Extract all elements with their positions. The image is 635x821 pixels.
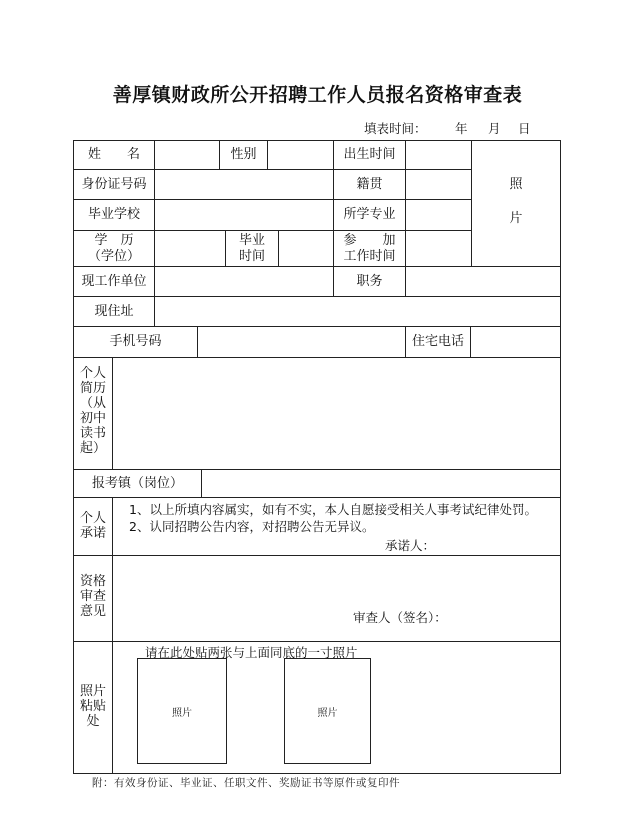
resume-label	[74, 366, 112, 456]
pledge-line-2: 2、认同招聘公告内容，对招聘公告无异议。	[129, 519, 375, 534]
photo-paste-label	[74, 684, 112, 729]
name-label: 姓 名	[87, 147, 140, 162]
mobile-label: 手机号码	[109, 334, 162, 349]
row-line	[73, 357, 561, 358]
resume-label-line: 初中	[79, 411, 106, 426]
photo-box-1-label: 照片	[172, 707, 192, 719]
current-unit-label: 现工作单位	[81, 273, 147, 289]
col-line	[470, 326, 471, 357]
apply-position-label: 报考镇（岗位）	[91, 475, 183, 491]
row-line	[73, 641, 561, 642]
work-start-label-line1: 参 加	[343, 232, 396, 248]
education-label	[74, 231, 154, 266]
col-line	[154, 140, 155, 326]
school-label: 毕业学校	[87, 207, 140, 222]
fill-date-year: 年	[455, 121, 468, 136]
reviewer-signature: 审查人（签名）：	[353, 610, 447, 625]
major-label: 所学专业	[343, 207, 396, 222]
review-label-line: 意见	[79, 604, 106, 619]
pledge-line-1: 1、以上所填内容属实，如有不实，本人自愿接受相关人事考试纪律处罚。	[129, 502, 537, 517]
pledge-label-line: 承诺	[79, 526, 106, 541]
photo-box-2	[284, 658, 371, 764]
review-label	[74, 574, 112, 619]
fill-date-day: 日	[518, 121, 531, 136]
review-label-line: 资格	[79, 574, 106, 589]
pledge-signer: 承诺人：	[385, 538, 436, 553]
grad-time-label-line2: 时间	[238, 248, 265, 264]
row-line	[73, 555, 561, 556]
grad-time-label-line1: 毕业	[238, 232, 265, 248]
gender-label: 性别	[230, 147, 257, 162]
photo-paste-note: 请在此处贴两张与上面同底的一寸照片	[145, 645, 358, 660]
address-label: 现住址	[94, 303, 134, 319]
pledge-label-line: 个人	[79, 511, 106, 526]
fill-date-label: 填表时间：	[364, 121, 427, 136]
row-line	[73, 497, 561, 498]
grad-time-label	[226, 231, 278, 266]
col-line	[197, 326, 198, 357]
home-phone-label: 住宅电话	[411, 334, 464, 349]
photo-label-1: 照	[509, 177, 523, 192]
position-label: 职务	[356, 273, 383, 289]
col-line	[112, 357, 113, 469]
work-start-label-line2: 工作时间	[343, 248, 396, 264]
pledge-text	[129, 501, 557, 535]
col-line	[278, 230, 279, 266]
photo-box-1	[137, 658, 227, 764]
review-label-line: 审查	[79, 589, 106, 604]
photo-label-2: 片	[509, 211, 523, 226]
resume-label-line: 个人	[79, 366, 106, 381]
native-place-label: 籍贯	[356, 176, 383, 192]
fill-date-month: 月	[488, 121, 501, 136]
work-start-label	[334, 231, 405, 266]
photo-paste-label-line: 处	[86, 714, 100, 729]
col-line	[471, 140, 472, 266]
birth-label: 出生时间	[343, 147, 396, 162]
table-border-right	[560, 140, 561, 774]
resume-label-line: 简历	[79, 381, 106, 396]
photo-paste-label-line: 粘贴	[79, 699, 106, 714]
col-line	[405, 140, 406, 296]
resume-label-line: 起）	[79, 441, 106, 456]
col-line	[112, 497, 113, 774]
table-border-bottom	[73, 773, 561, 774]
id-number-label: 身份证号码	[81, 176, 147, 192]
resume-label-line: 读书	[79, 426, 106, 441]
photo-paste-label-line: 照片	[79, 684, 106, 699]
pledge-label	[74, 511, 112, 541]
resume-label-line: （从	[79, 396, 106, 411]
education-label-line2: （学位）	[87, 248, 140, 264]
education-label-line1: 学 历	[94, 232, 134, 248]
form-title: 善厚镇财政所公开招聘工作人员报名资格审查表	[112, 84, 523, 106]
photo-box-2-label: 照片	[317, 707, 338, 719]
col-line	[201, 469, 202, 497]
col-line	[267, 140, 268, 170]
footer-note: 附：有效身份证、毕业证、任职文件、奖励证书等原件或复印件	[92, 777, 400, 789]
